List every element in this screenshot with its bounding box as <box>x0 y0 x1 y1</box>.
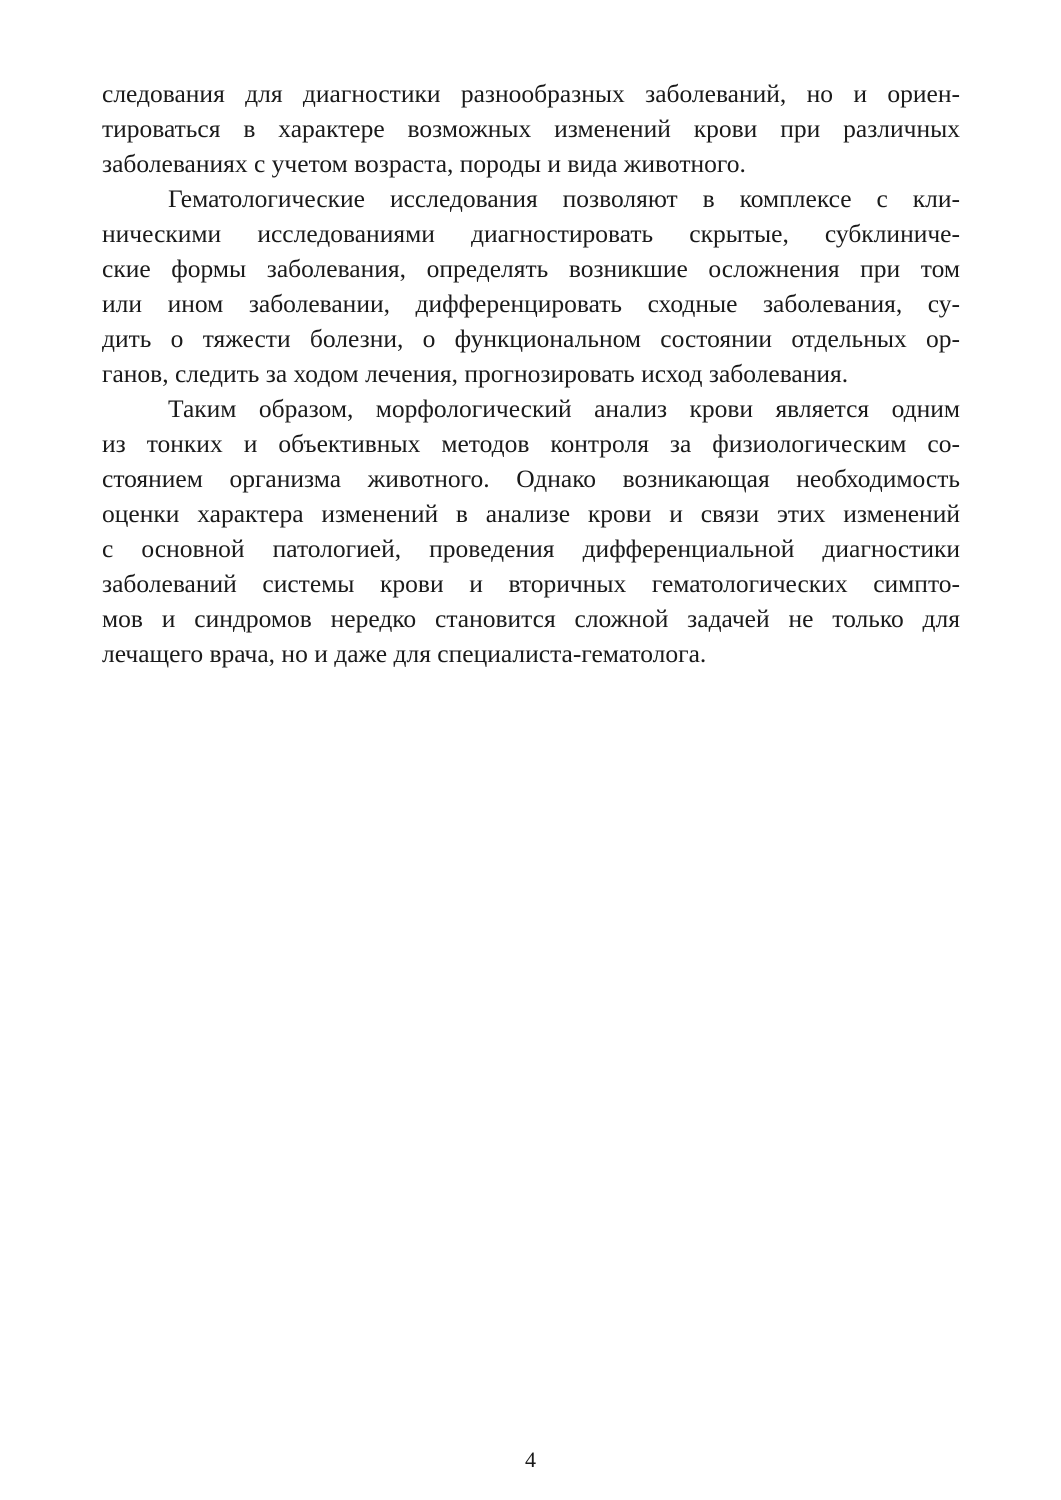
text-line: стоянием организма животного. Однако возникающая необходимость <box>102 464 960 493</box>
text-line: лечащего врача, но и даже для специалиста-гематолога. <box>102 639 707 668</box>
text-line: ганов, следить за ходом лечения, прогнозировать исход заболевания. <box>102 359 849 388</box>
paragraph-3 <box>102 391 960 671</box>
text-line: следования для диагностики разнообразных заболеваний, но и ориен- <box>102 79 960 108</box>
paragraph-1 <box>102 76 960 181</box>
text-line: Таким образом, морфологический анализ крови является одним <box>168 394 960 423</box>
text-line: заболеваниях с учетом возраста, породы и вида животного. <box>102 149 746 178</box>
text-line: тироваться в характере возможных изменений крови при различных <box>102 114 960 143</box>
text-line: из тонких и объективных методов контроля за физиологическим со- <box>102 429 960 458</box>
text-line: дить о тяжести болезни, о функциональном состоянии отдельных ор- <box>102 324 960 353</box>
text-line: Гематологические исследования позволяют в комплексе с кли- <box>168 184 960 213</box>
text-line: оценки характера изменений в анализе крови и связи этих изменений <box>102 499 960 528</box>
page-number: 4 <box>525 1447 536 1472</box>
page-body <box>102 76 960 671</box>
text-line: заболеваний системы крови и вторичных гематологических симпто- <box>102 569 960 598</box>
text-line: ническими исследованиями диагностировать скрытые, субклиниче- <box>102 219 960 248</box>
text-line: или ином заболевании, дифференцировать сходные заболевания, су- <box>102 289 960 318</box>
text-line: ские формы заболевания, определять возникшие осложнения при том <box>102 254 960 283</box>
paragraph-2 <box>102 181 960 391</box>
text-line: мов и синдромов нередко становится сложной задачей не только для <box>102 604 960 633</box>
text-line: с основной патологией, проведения дифференциальной диагностики <box>102 534 960 563</box>
